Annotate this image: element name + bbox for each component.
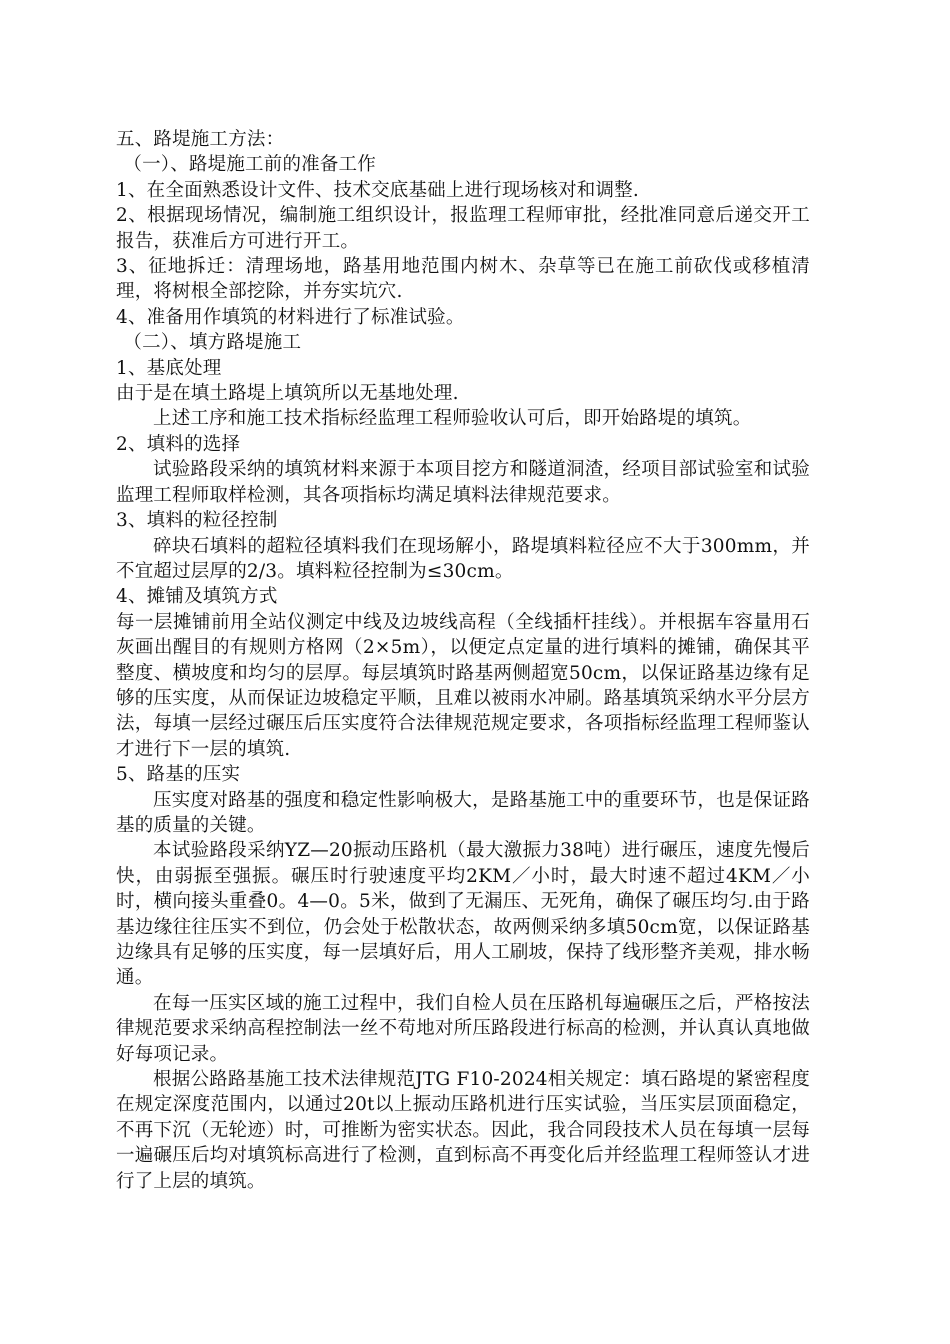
- paragraph: 上述工序和施工技术指标经监理工程师验收认可后，即开始路堤的填筑。: [153, 408, 752, 430]
- item-heading: 2、填料的选择: [116, 433, 241, 455]
- paragraph: 由于是在填土路堤上填筑所以无基地处理.: [116, 383, 459, 405]
- item-heading: 5、路基的压实: [116, 764, 241, 786]
- section-heading: 五、路堤施工方法：: [116, 129, 285, 150]
- subsection-heading: （一）、路堤施工前的准备工作: [123, 154, 376, 176]
- paragraph: 1、在全面熟悉设计文件、技术交底基础上进行现场核对和调整.: [116, 179, 639, 201]
- paragraph: 在每一压实区域的施工过程中，我们自检人员在压路机每遍碾压之后，严格按法律规范要求采纳高程控制法一丝不苟地对所压路段进行标高的检测，并认真认真地做好每项记录。: [116, 992, 810, 1065]
- item-heading: 1、基底处理: [116, 357, 222, 379]
- paragraph: 本试验路段采纳YZ—20振动压路机（最大激振力38吨）进行碾压，速度先慢后快，由弱振至强振。碾压时行驶速度平均2KM／小时，最大时速不超过4KM／小时，横向接头重叠0。4—0。5米，做到了无漏压、无死角，确保了碾压均匀.由于路基边缘往往压实不到位，仍会处于松散状态，故两侧采纳多填50cm宽，以保证路基边缘具有足够的压实度，每一层填好后，用人工刷坡，保持了线形整齐美观，排水畅通。: [116, 840, 810, 989]
- item-heading: 3、填料的粒径控制: [116, 510, 278, 532]
- paragraph: 每一层摊铺前用全站仪测定中线及边坡线高程（全线插杆挂线）。并根据车容量用石灰画出醒目的有规则方格网（2×5m），以便定点定量的进行填料的摊铺，确保其平整度、横坡度和均匀的层厚。每层填筑时路基两侧超宽50cm，以保证路基边缘有足够的压实度，从而保证边坡稳定平顺，且难以被雨水冲刷。路基填筑采纳水平分层方法，每填一层经过碾压后压实度符合法律规范规定要求，各项指标经监理工程师鉴认才进行下一层的填筑.: [116, 611, 810, 760]
- paragraph: 2、根据现场情况，编制施工组织设计，报监理工程师审批，经批准同意后递交开工报告，获准后方可进行开工。: [116, 205, 810, 252]
- item-heading: 4、摊铺及填筑方式: [116, 586, 278, 608]
- document-body: [116, 127, 810, 1194]
- paragraph: 碎块石填料的超粒径填料我们在现场解小，路堤填料粒径应不大于300mm，并不宜超过层厚的2/3。填料粒径控制为≤30cm。: [116, 535, 810, 582]
- paragraph: 根据公路路基施工技术法律规范JTG F10-2024相关规定：填石路堤的紧密程度在规定深度范围内，以通过20t以上振动压路机进行压实试验，当压实层顶面稳定，不再下沉（无轮迹）时，可推断为密实状态。因此，我合同段技术人员在每填一层每一遍碾压后均对填筑标高进行了检测，直到标高不再变化后并经监理工程师签认才进行了上层的填筑。: [116, 1069, 810, 1192]
- paragraph: 试验路段采纳的填筑材料来源于本项目挖方和隧道洞渣，经项目部试验室和试验监理工程师取样检测，其各项指标均满足填料法律规范要求。: [116, 459, 810, 506]
- paragraph: 4、准备用作填筑的材料进行了标准试验。: [116, 306, 465, 328]
- paragraph: 压实度对路基的强度和稳定性影响极大，是路基施工中的重要环节，也是保证路基的质量的关键。: [116, 789, 810, 836]
- subsection-heading: （二）、填方路堤施工: [123, 332, 302, 354]
- paragraph: 3、征地拆迁：清理场地，路基用地范围内树木、杂草等已在施工前砍伐或移植清理，将树根全部挖除，并夯实坑穴.: [116, 256, 810, 303]
